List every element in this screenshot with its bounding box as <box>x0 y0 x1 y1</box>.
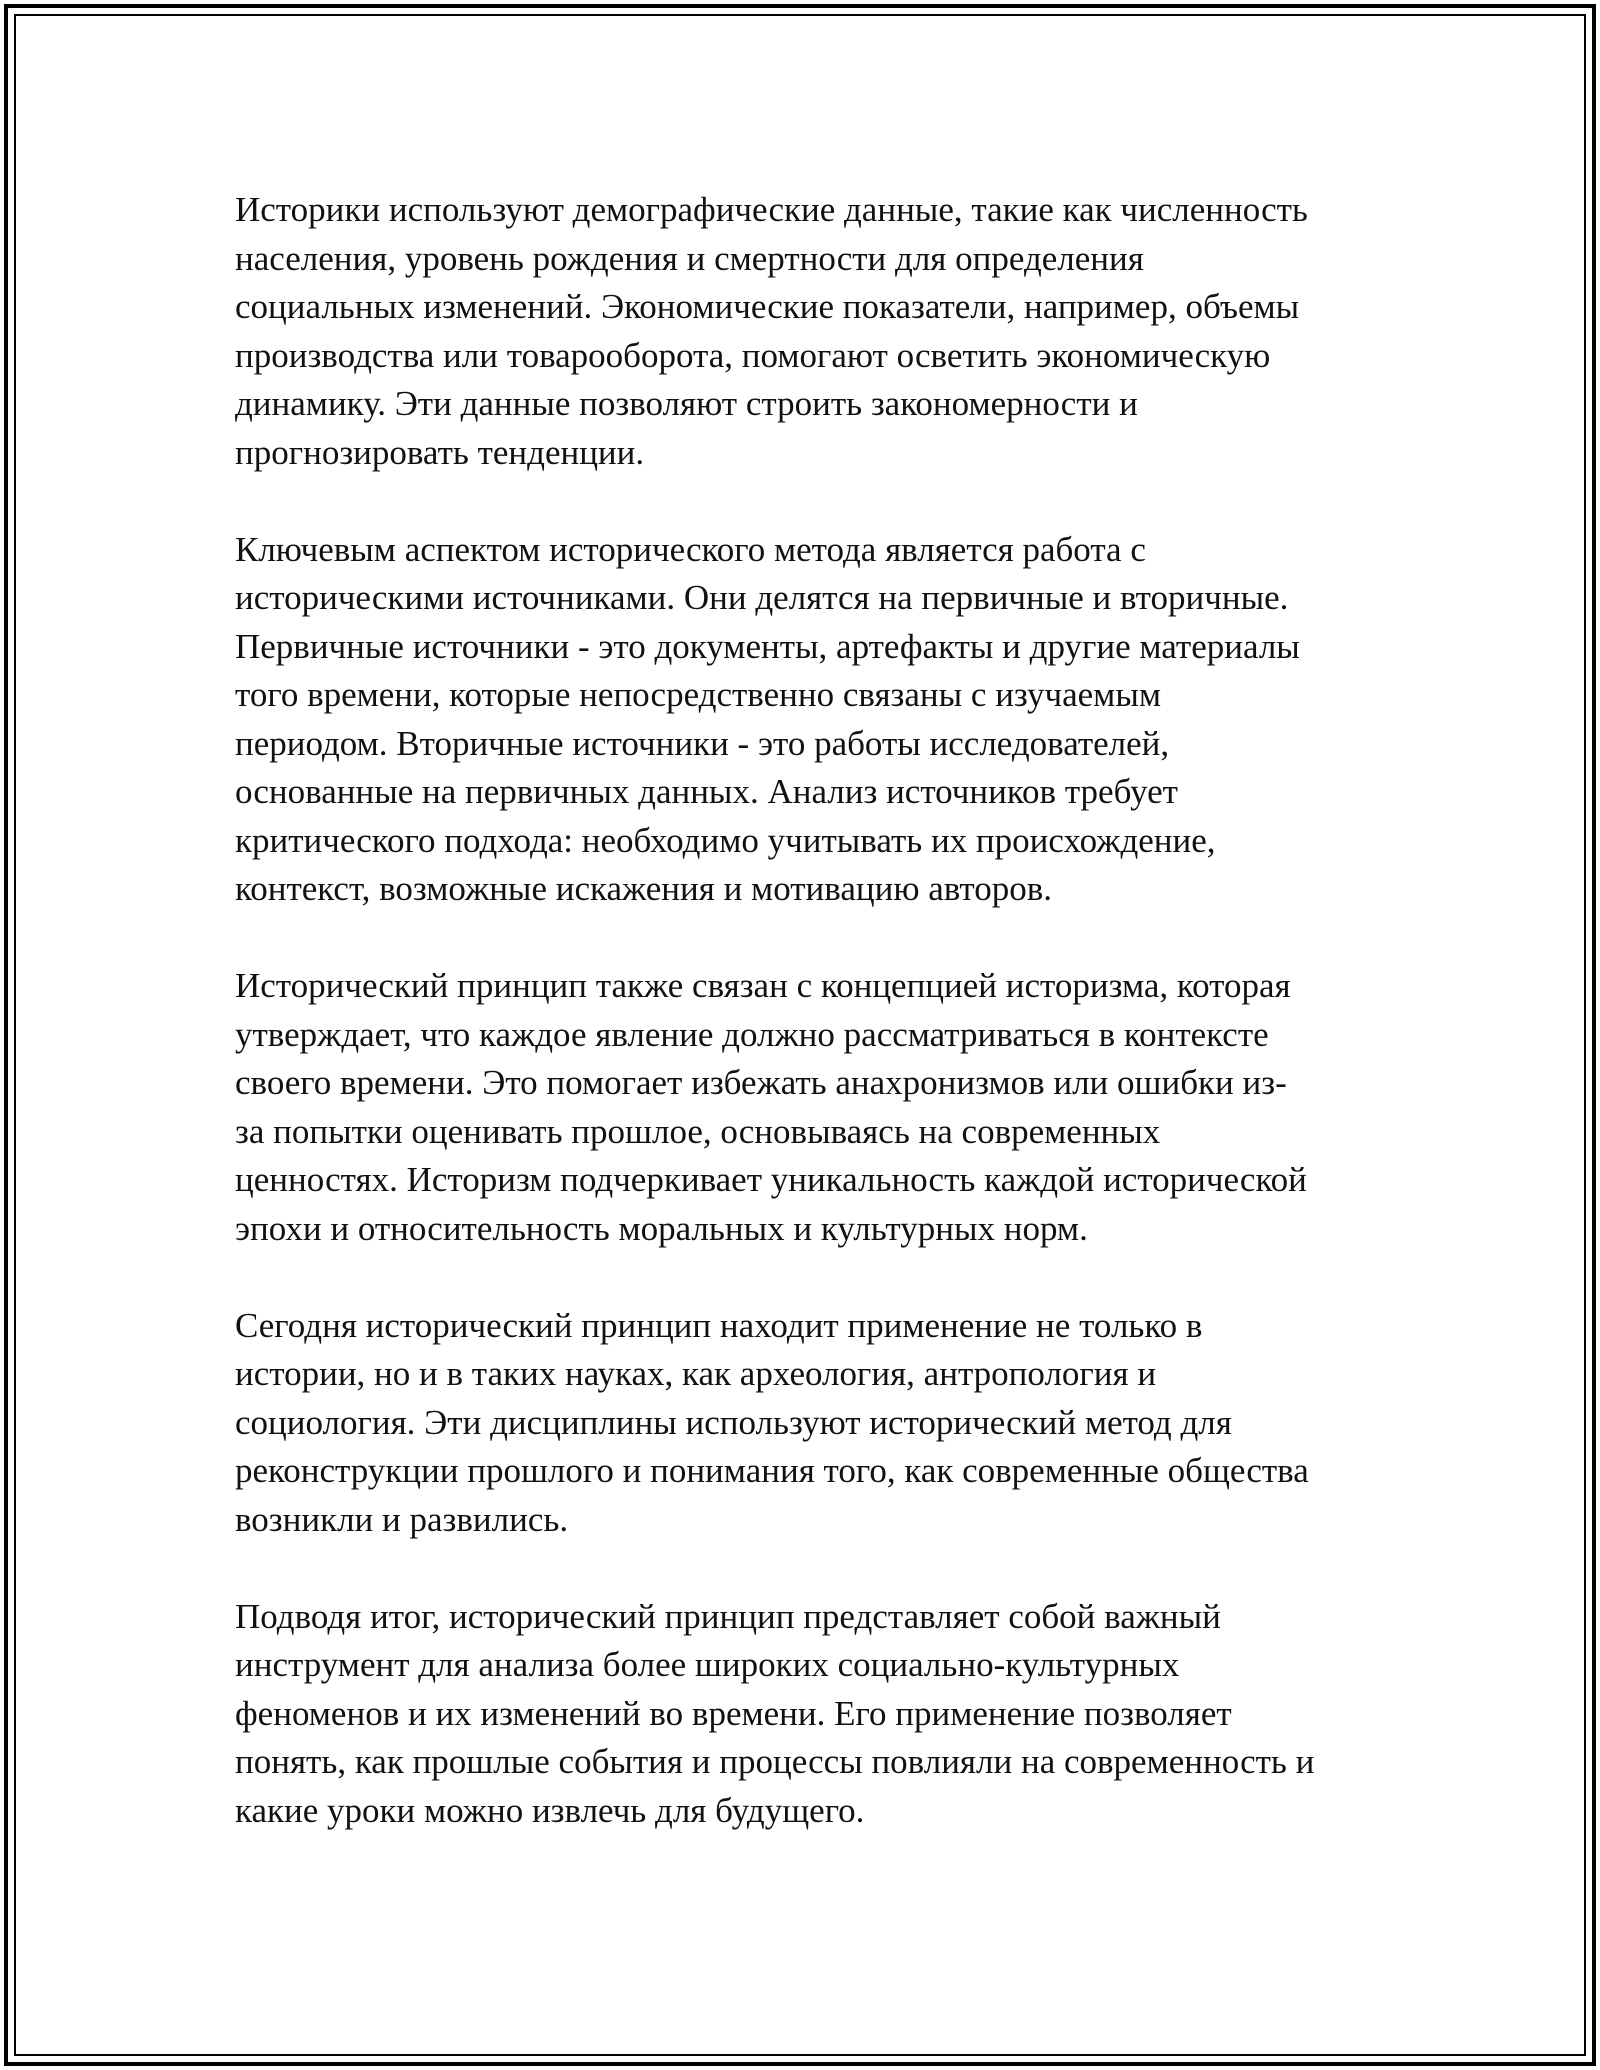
text-line: истории, но и в таких науках, как археология, антропология и <box>235 1354 1157 1393</box>
text-line: Сегодня исторический принцип находит применение не только в <box>235 1305 1203 1345</box>
text-line: историческими источниками. Они делятся на первичные и вторичные. <box>235 578 1289 617</box>
text-line: социальных изменений. Экономические показатели, например, объемы <box>235 287 1300 326</box>
text-line: какие уроки можно извлечь для будущего. <box>235 1790 865 1830</box>
paragraph-2 <box>235 526 1395 914</box>
text-line: динамику. Эти данные позволяют строить закономерности и <box>235 384 1138 423</box>
paragraph-3 <box>235 962 1395 1253</box>
text-line: феноменов и их изменений во времени. Его применение позволяет <box>235 1693 1232 1733</box>
text-line: возникли и развились. <box>235 1499 569 1539</box>
text-line: Историки используют демографические данные, такие как численность <box>235 190 1308 229</box>
text-line: критического подхода: необходимо учитывать их происхождение, <box>235 820 1216 860</box>
text-line: периодом. Вторичные источники - это работы исследователей, <box>235 723 1170 763</box>
text-line: населения, уровень рождения и смертности для определения <box>235 238 1144 278</box>
text-line: своего времени. Это помогает избежать анахронизмов или ошибки из- <box>235 1063 1287 1102</box>
text-line: основанные на первичных данных. Анализ источников требует <box>235 772 1178 811</box>
paragraph-4 <box>235 1302 1395 1545</box>
text-line: контекст, возможные искажения и мотивацию авторов. <box>235 869 1053 908</box>
text-line: Первичные источники - это документы, артефакты и другие материалы <box>235 626 1300 666</box>
text-line: Подводя итог, исторический принцип представляет собой важный <box>235 1596 1221 1636</box>
text-line: социология. Эти дисциплины используют исторический метод для <box>235 1402 1232 1442</box>
text-line: Исторический принцип также связан с концепцией историзма, которая <box>235 966 1291 1005</box>
text-line: производства или товарооборота, помогают осветить экономическую <box>235 335 1271 375</box>
paragraph-1 <box>235 186 1395 477</box>
text-line: утверждает, что каждое явление должно рассматриваться в контексте <box>235 1014 1269 1054</box>
text-line: Ключевым аспектом исторического метода является работа с <box>235 529 1146 569</box>
text-line: инструмент для анализа более широких социально-культурных <box>235 1645 1180 1684</box>
paragraph-5 <box>235 1593 1395 1836</box>
text-line: ценностях. Историзм подчеркивает уникальность каждой исторической <box>235 1160 1307 1199</box>
text-line: прогнозировать тенденции. <box>235 432 645 472</box>
text-line: того времени, которые непосредственно связаны с изучаемым <box>235 675 1161 714</box>
text-line: реконструкции прошлого и понимания того, как современные общества <box>235 1451 1309 1490</box>
text-line: за попытки оценивать прошлое, основываясь на современных <box>235 1111 1161 1151</box>
document-body <box>235 186 1395 1884</box>
text-line: эпохи и относительность моральных и культурных норм. <box>235 1208 1088 1248</box>
text-line: понять, как прошлые события и процессы повлияли на современность и <box>235 1742 1315 1781</box>
